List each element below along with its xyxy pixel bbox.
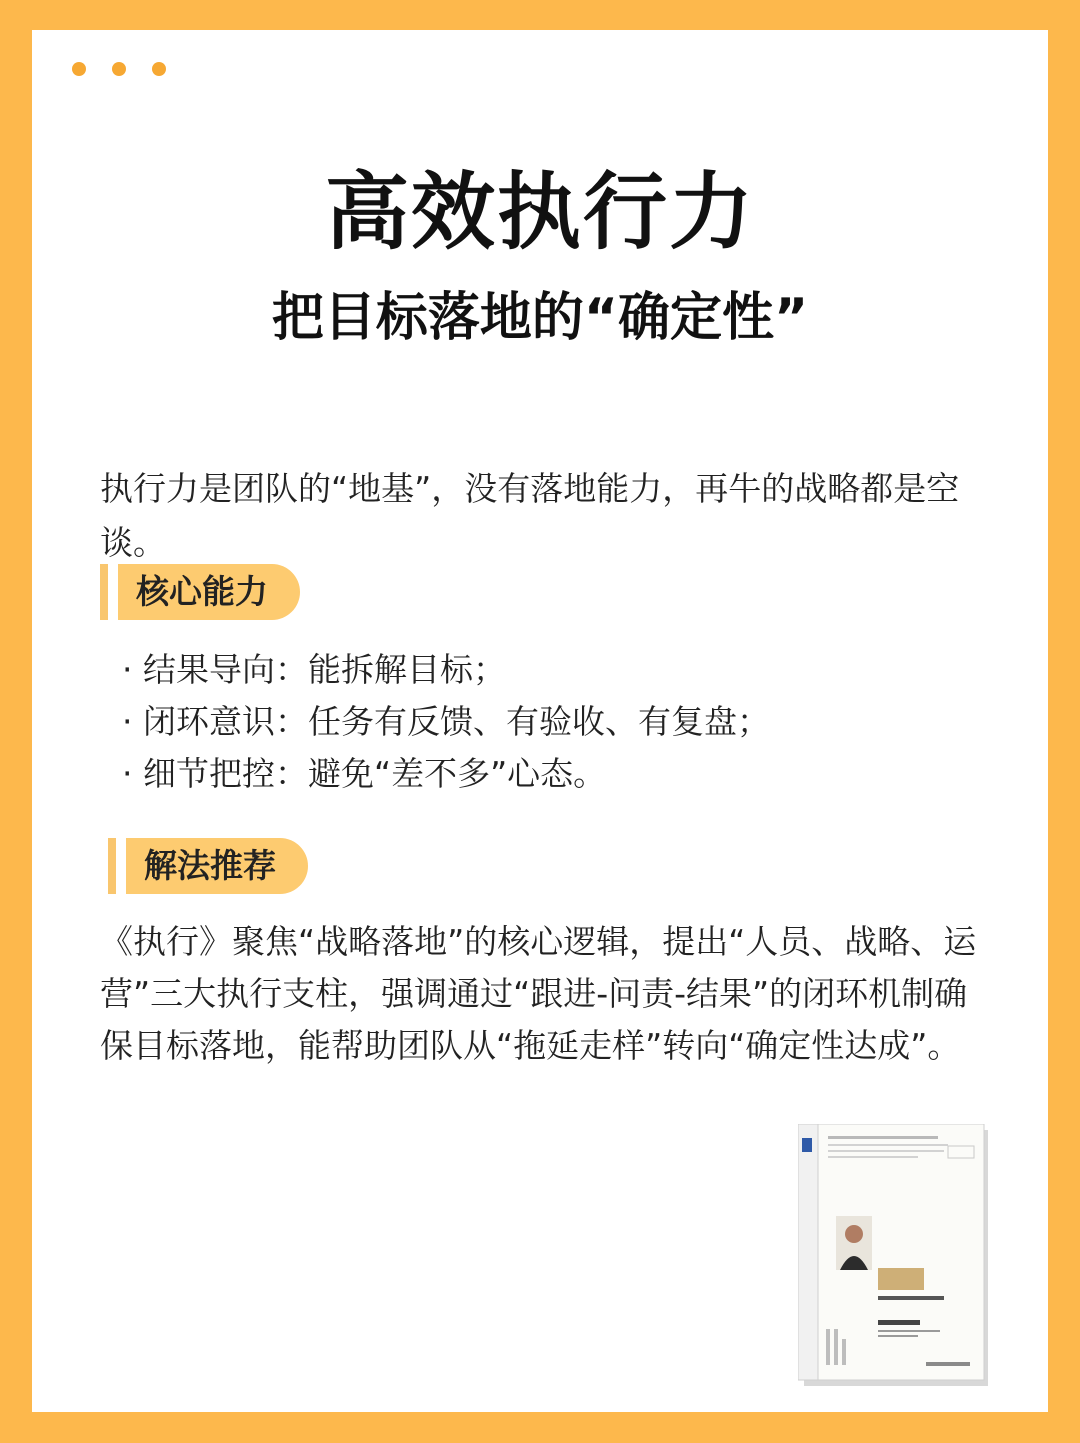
tag-bar bbox=[100, 564, 108, 620]
section-label-solution: 解法推荐 bbox=[126, 838, 308, 894]
section-label-core: 核心能力 bbox=[118, 564, 300, 620]
content-card bbox=[32, 30, 1048, 1412]
page-title: 高效执行力 bbox=[324, 163, 755, 261]
tag-bar bbox=[108, 838, 116, 894]
list-item: · 结果导向：能拆解目标； bbox=[122, 650, 506, 689]
list-item: · 细节把控：避免“差不多”心态。 bbox=[122, 754, 607, 793]
core-bullet-list bbox=[122, 644, 1002, 800]
dot-1 bbox=[72, 62, 86, 76]
intro-paragraph: 执行力是团队的“地基”，没有落地能力，再牛的战略都是空谈。 bbox=[100, 469, 960, 562]
list-item: · 闭环意识：任务有反馈、有验收、有复盘； bbox=[122, 702, 770, 741]
book-cover-image bbox=[798, 1124, 988, 1386]
page-subtitle: 把目标落地的“确定性” bbox=[271, 288, 809, 348]
window-dots bbox=[72, 62, 166, 76]
section-tag-core bbox=[100, 564, 300, 620]
dot-2 bbox=[112, 62, 126, 76]
section-tag-solution bbox=[108, 838, 308, 894]
book-title-mark bbox=[878, 1268, 924, 1290]
dot-3 bbox=[152, 62, 166, 76]
solution-paragraph: 《执行》聚焦“战略落地”的核心逻辑，提出“人员、战略、运营”三大执行支柱，强调通过“跟进-问责-结果”的闭环机制确保目标落地，能帮助团队从“拖延走样”转向“确定性达成”。 bbox=[100, 922, 977, 1065]
